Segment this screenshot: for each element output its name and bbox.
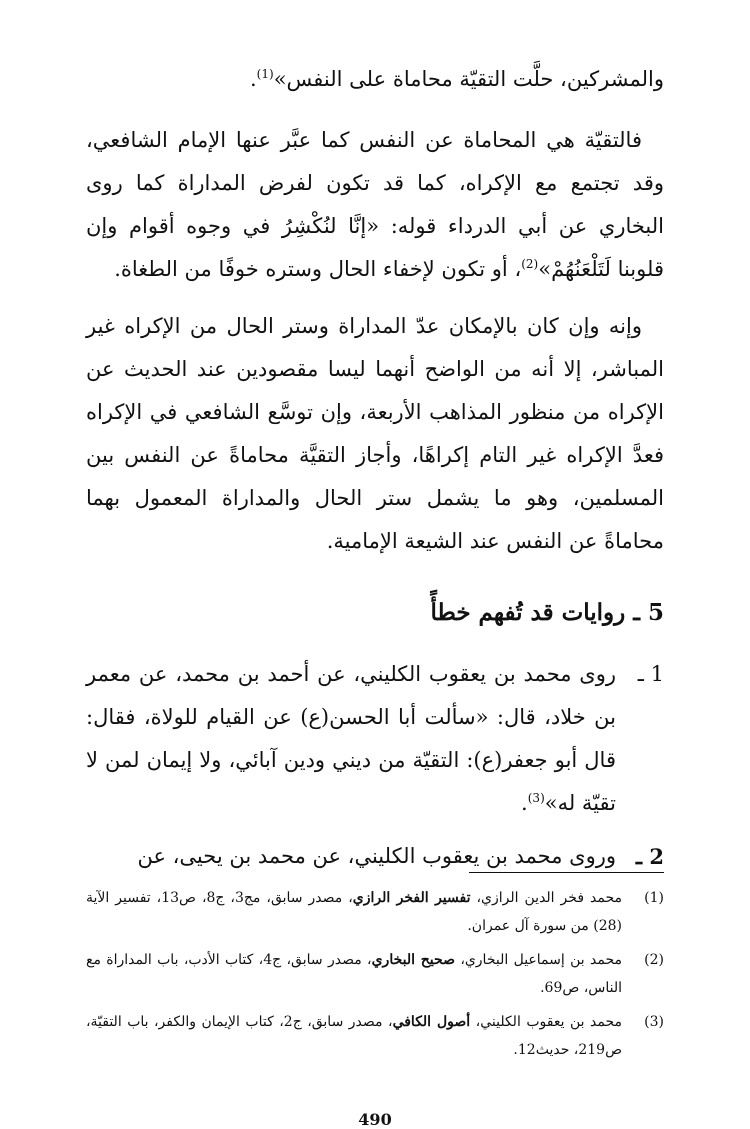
page-number: 490: [358, 1110, 392, 1129]
footnote-body: [86, 884, 622, 940]
paragraph-taqiyya-definition: [86, 119, 664, 291]
footnote-3: [86, 1008, 664, 1064]
item-number: 2 ـ: [635, 844, 664, 869]
paragraph-continuation: [86, 58, 664, 101]
footnote-details: ، مصدر سابق، ج4، كتاب الأدب، باب المداراة مع الناس، ص69.: [86, 952, 622, 996]
footnote-reference[interactable]: (3): [527, 791, 545, 805]
paragraph-tail: ، أو تكون لإخفاء الحال وستره خوفًا من الطغاة.: [114, 257, 522, 281]
section-heading: 5 ـ روايات قد تُفهم خطأً: [430, 599, 664, 626]
footnote-details: ، مصدر سابق، ج2، كتاب الإيمان والكفر، باب التقيّة، ص219، حديث12.: [86, 1014, 622, 1058]
item-tail: .: [521, 791, 528, 815]
paragraph-tail: .: [249, 67, 257, 91]
item-number: 1 ـ: [637, 662, 664, 686]
paragraph-coercion: [86, 305, 664, 563]
item-body: [86, 653, 616, 825]
footnote-number: (3): [644, 1014, 664, 1030]
paragraph-text: وإنه وإن كان بالإمكان عدّ المداراة وستر الحال من الإكراه غير المباشر، إلا أنه من الواضح أنهما ليسا مقصودين عند الحديث عن الإكراه من منظور المذاهب الأربعة، وإن توسَّع الشافعي في الإكراه فعدَّ الإكراه غير التام إكراهًا، وأجاز التقيَّة محاماةً عن النفس بين المسلمين، وهو ما يشمل ستر الحال والمداراة المعمول بهما محاماةً عن النفس عند الشيعة الإمامية.: [86, 314, 664, 553]
footnote-2: [86, 946, 664, 1002]
paragraph-text: فالتقيّة هي المحاماة عن النفس كما عبَّر عنها الإمام الشافعي، وقد تجتمع مع الإكراه، كما قد تكون لفرض المداراة كما روى البخاري عن أبي الدرداء قوله: «إنَّا لنُكْشِرُ في وجوه أقوام وإن قلوبنا لَتَلْعَنُهُمْ»: [86, 128, 664, 281]
footnote-details: ، مصدر سابق، مج3، ج8، ص13، تفسير الآية (28) من سورة آل عمران.: [86, 890, 622, 934]
footnotes-section: [86, 884, 664, 1070]
paragraph-text: والمشركين، حلَّت التقيّة محاماة على النفس»: [273, 67, 664, 91]
footnote-reference[interactable]: (1): [256, 67, 274, 81]
footnote-title: أصول الكافي: [392, 1014, 471, 1030]
footnote-number: (2): [644, 952, 664, 968]
footnote-title: تفسير الفخر الرازي: [352, 890, 471, 906]
footnote-body: [86, 946, 622, 1002]
footnote-body: [86, 1008, 622, 1064]
footnote-title: صحيح البخاري: [371, 952, 455, 968]
footnote-1: [86, 884, 664, 940]
footnote-divider: [469, 872, 664, 873]
footnote-number: (1): [644, 890, 664, 906]
book-page: [86, 58, 664, 1129]
item-text: وروى محمد بن يعقوب الكليني، عن محمد بن يحيى، عن: [137, 844, 616, 868]
footnote-author: محمد بن إسماعيل البخاري،: [454, 952, 622, 968]
numbered-item-1: [86, 653, 664, 825]
footnote-reference[interactable]: (2): [521, 257, 539, 271]
item-text: روى محمد بن يعقوب الكليني، عن أحمد بن محمد، عن معمر بن خلاد، قال: «سألت أبا الحسن(ع) عن القيام للولاة، فقال: قال أبو جعفر(ع): التقيّة من ديني ودين آبائي، ولا إيمان لمن لا تقيّة له»: [86, 662, 616, 815]
footnote-author: محمد فخر الدين الرازي،: [470, 890, 622, 906]
footnote-author: محمد بن يعقوب الكليني،: [470, 1014, 622, 1030]
